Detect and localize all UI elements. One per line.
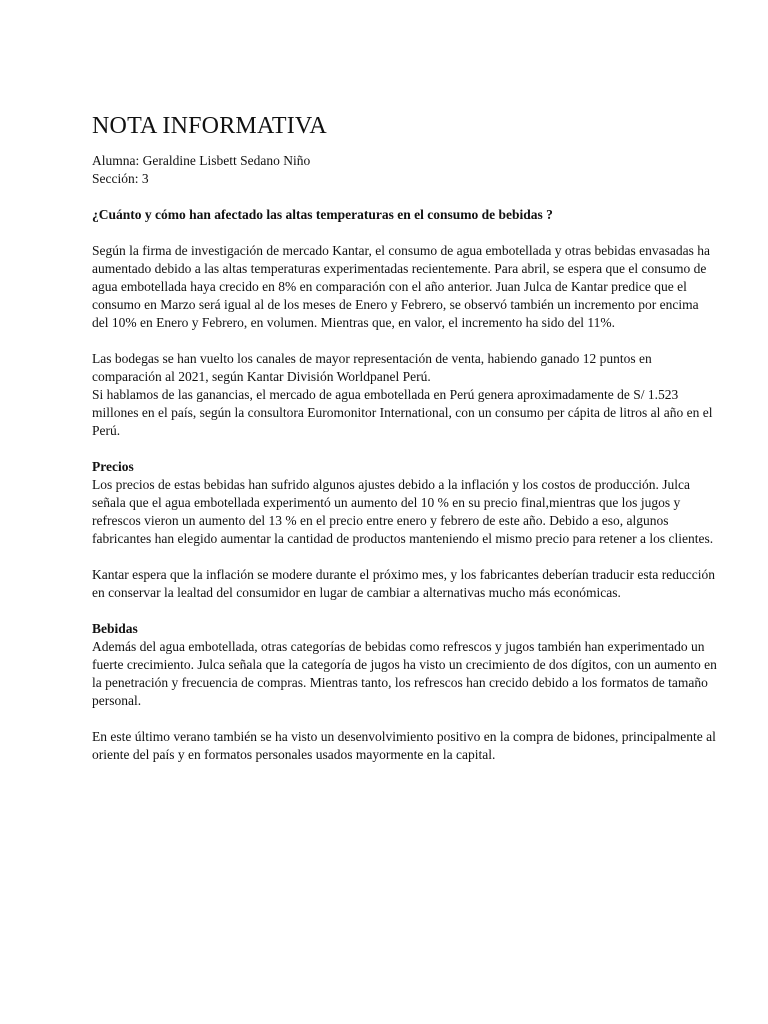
spacer [92,548,718,566]
student-line: Alumna: Geraldine Lisbett Sedano Niño [92,153,311,168]
verano-paragraph: En este último verano también se ha visto un desenvolvimiento positivo en la compra de bidones, principalmente al oriente del país y en formatos personales usados mayormente en la capital. [92,729,716,762]
section-line: Sección: 3 [92,171,149,186]
precios-heading: Precios [92,459,134,474]
intro-paragraph: Según la firma de investigación de mercado Kantar, el consumo de agua embotellada y otras bebidas envasadas ha aumentado debido a las altas temperaturas experimentadas recientemente. Para abril, se espera que el consumo de agua embotellada haya crecido en 8% en comparación con el año anterior. Juan Julca de Kantar predice que el consumo en Marzo será igual al de los meses de Enero y Febrero, se observó también un incremento por encima del 10% en Enero y Febrero, en volumen. Mientras que, en valor, el incremento ha sido del 11%. [92,243,710,330]
question-heading: ¿Cuánto y cómo han afectado las altas temperaturas en el consumo de bebidas ? [92,207,553,222]
inflacion-paragraph: Kantar espera que la inflación se modere durante el próximo mes, y los fabricantes deberían traducir esta reducción en conservar la lealtad del consumidor en lugar de cambiar a alternativas mucho más económicas. [92,567,715,600]
spacer [92,602,718,620]
spacer [92,710,718,728]
spacer [92,440,718,458]
precios-paragraph: Los precios de estas bebidas han sufrido algunos ajustes debido a la inflación y los costos de producción. Julca señala que el agua embotellada experimentó un aumento del 10 % en su precio final,mientras que los jugos y refrescos vieron un aumento del 13 % en el precio entre enero y febrero de este año. Debido a eso, algunos fabricantes han elegido aumentar la cantidad de productos manteniendo el mismo precio para retener a los clientes. [92,477,714,546]
bebidas-paragraph: Además del agua embotellada, otras categorías de bebidas como refrescos y jugos también han experimentado un fuerte crecimiento. Julca señala que la categoría de jugos ha visto un crecimiento de dos dígitos, con un aumento en la penetración y frecuencia de compras. Mientras tanto, los refrescos han crecido debido a los formatos de tamaño personal. [92,639,717,708]
ganancias-paragraph: Si hablamos de las ganancias, el mercado de agua embotellada en Perú genera aproximadamente de S/ 1.523 millones en el país, según la consultora Euromonitor International, con un consumo per cápita de litros al año en el Perú. [92,387,713,438]
spacer [92,332,718,350]
bebidas-heading: Bebidas [92,621,138,636]
document-title: NOTA INFORMATIVA [92,113,327,139]
bodegas-paragraph: Las bodegas se han vuelto los canales de mayor representación de venta, habiendo ganado 12 puntos en comparación al 2021, según Kantar División Worldpanel Perú. [92,351,652,384]
spacer [92,224,718,242]
